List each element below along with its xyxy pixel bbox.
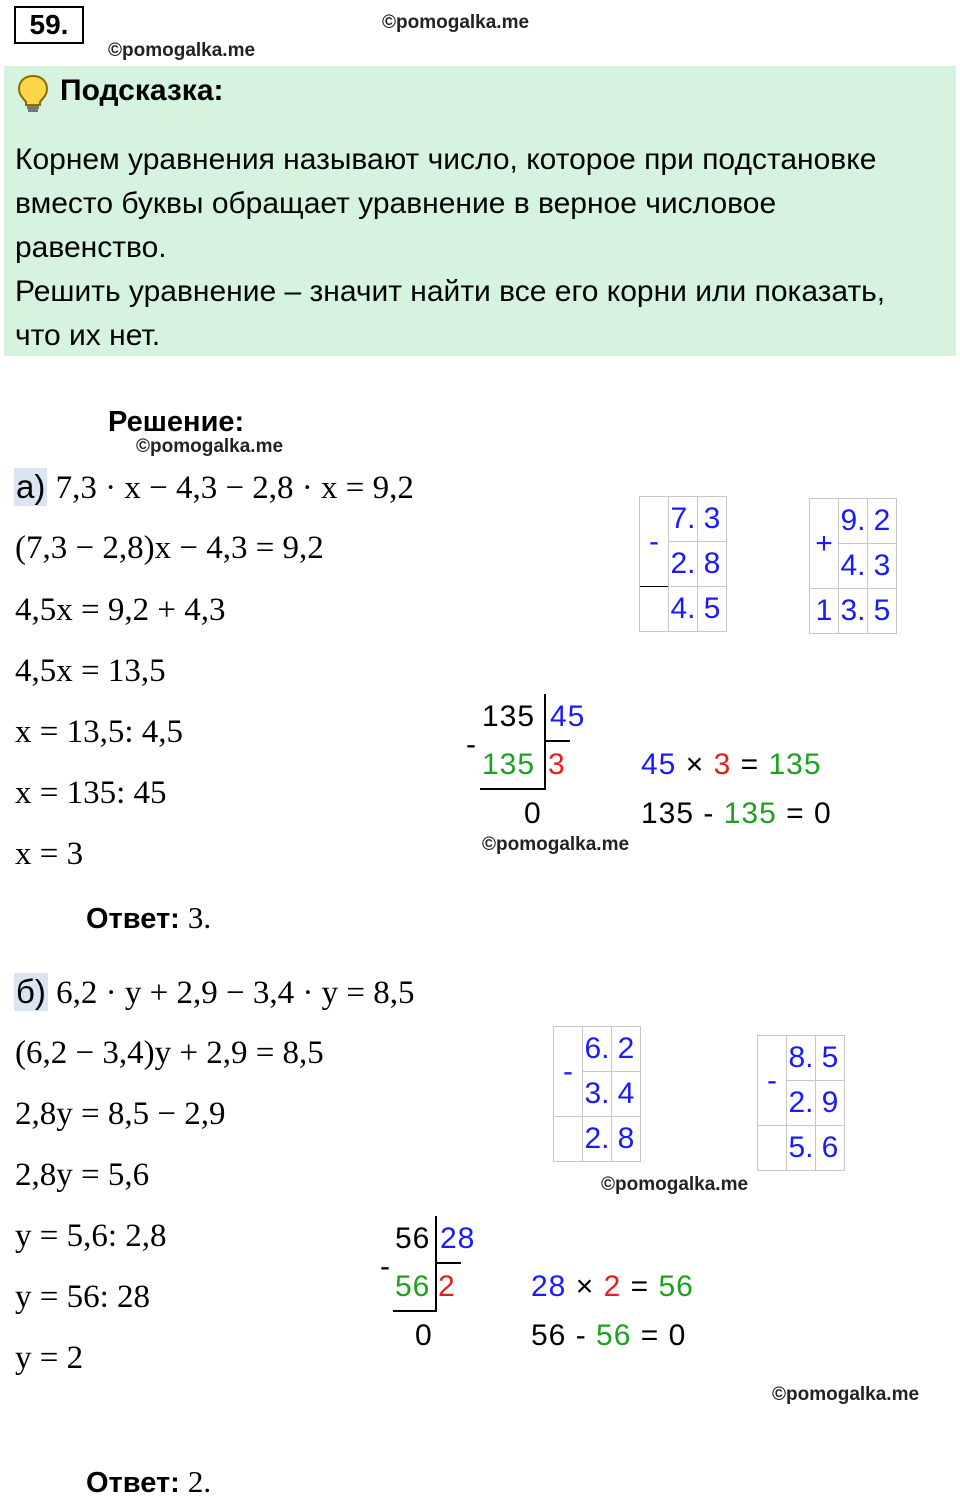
column-subtraction-a bbox=[639, 496, 727, 632]
column-addition-a bbox=[809, 498, 897, 634]
column-digit-cell: 8. bbox=[787, 1036, 816, 1081]
product-b: 56 bbox=[395, 1270, 431, 1303]
column-digit-cell bbox=[640, 587, 669, 632]
column-digit-cell: 1 bbox=[810, 589, 839, 634]
hint-title: Подсказка: bbox=[60, 74, 224, 107]
division-line-b bbox=[393, 1310, 437, 1312]
column-digit-cell: 2 bbox=[612, 1027, 641, 1072]
equation-b-text: 6,2 · y + 2,9 − 3,4 · y = 8,5 bbox=[56, 975, 415, 1011]
watermark: ©pomogalka.me bbox=[108, 40, 256, 61]
watermark: ©pomogalka.me bbox=[482, 834, 630, 855]
equation-a bbox=[14, 468, 414, 507]
step-a-3: 4,5x = 13,5 bbox=[15, 653, 166, 689]
column-digit-cell: 2. bbox=[787, 1081, 816, 1126]
remainder-b: 0 bbox=[415, 1319, 433, 1352]
remainder-a: 0 bbox=[524, 797, 542, 830]
step-b-5: y = 56: 28 bbox=[15, 1279, 151, 1315]
column-digit-cell: 2. bbox=[669, 542, 698, 587]
column-digit-cell: 5 bbox=[698, 587, 727, 632]
watermark: ©pomogalka.me bbox=[136, 436, 284, 457]
step-a-1: (7,3 − 2,8)x − 4,3 = 9,2 bbox=[15, 530, 324, 566]
column-digit-cell: - bbox=[758, 1036, 787, 1126]
column-digit-cell: 8 bbox=[612, 1117, 641, 1162]
column-digit-cell: 4 bbox=[612, 1072, 641, 1117]
watermark: ©pomogalka.me bbox=[601, 1174, 749, 1195]
answer-a: Ответ: 3. bbox=[86, 900, 212, 935]
lightbulb-icon bbox=[16, 74, 50, 119]
column-digit-cell: 5. bbox=[787, 1126, 816, 1171]
column-digit-cell: 3 bbox=[868, 544, 897, 589]
check-b-1: 28 × 2 = 56 bbox=[531, 1270, 694, 1303]
division-line-a bbox=[544, 694, 546, 790]
column-digit-cell: 5 bbox=[816, 1036, 845, 1081]
column-subtraction-b1 bbox=[553, 1026, 641, 1162]
column-digit-cell bbox=[554, 1117, 583, 1162]
step-b-1: (6,2 − 3,4)y + 2,9 = 8,5 bbox=[15, 1035, 324, 1071]
quotient-a: 3 bbox=[548, 748, 566, 781]
column-digit-cell: 3. bbox=[583, 1072, 612, 1117]
divisor-b: 28 bbox=[440, 1222, 476, 1255]
minus-a: - bbox=[466, 728, 477, 761]
step-a-5: x = 135: 45 bbox=[15, 775, 167, 811]
column-digit-cell: - bbox=[554, 1027, 583, 1117]
column-digit-cell: 9. bbox=[839, 499, 868, 544]
column-digit-cell: 3 bbox=[698, 497, 727, 542]
step-b-4: y = 5,6: 2,8 bbox=[15, 1218, 167, 1254]
equation-a-text: 7,3 · x − 4,3 − 2,8 · x = 9,2 bbox=[55, 470, 414, 506]
step-b-3: 2,8y = 5,6 bbox=[15, 1157, 150, 1193]
dividend-a: 135 bbox=[482, 700, 536, 733]
column-digit-cell: 8 bbox=[698, 542, 727, 587]
check-a-1: 45 × 3 = 135 bbox=[641, 748, 822, 781]
hint-text: Корнем уравнения называют число, которое при подстановке вместо буквы обращает уравнение в верное числовое равенство. Решить уравнение – значит найти все его корни или показать, что их нет. bbox=[15, 143, 886, 352]
column-digit-cell: 9 bbox=[816, 1081, 845, 1126]
column-digit-cell: 6. bbox=[583, 1027, 612, 1072]
task-number: 59. bbox=[14, 6, 84, 44]
column-digit-cell: - bbox=[640, 497, 669, 587]
divisor-a: 45 bbox=[550, 700, 586, 733]
division-line-b bbox=[435, 1216, 437, 1312]
column-digit-cell: 4. bbox=[839, 544, 868, 589]
watermark: ©pomogalka.me bbox=[772, 1384, 920, 1405]
check-b-2: 56 - 56 = 0 bbox=[531, 1319, 687, 1352]
column-digit-cell: 4. bbox=[669, 587, 698, 632]
equation-b bbox=[14, 973, 414, 1012]
product-a: 135 bbox=[482, 748, 536, 781]
column-digit-cell: 5 bbox=[868, 589, 897, 634]
division-line-b bbox=[435, 1262, 461, 1264]
solution-title: Решение: bbox=[108, 406, 245, 438]
division-line-a bbox=[544, 740, 570, 742]
column-digit-cell: + bbox=[810, 499, 839, 589]
step-a-4: x = 13,5: 4,5 bbox=[15, 714, 184, 750]
division-line-a bbox=[480, 788, 546, 790]
watermark: ©pomogalka.me bbox=[382, 12, 530, 33]
column-digit-cell: 7. bbox=[669, 497, 698, 542]
column-digit-cell bbox=[758, 1126, 787, 1171]
column-digit-cell: 3. bbox=[839, 589, 868, 634]
step-a-2: 4,5x = 9,2 + 4,3 bbox=[15, 592, 226, 628]
column-digit-cell: 6 bbox=[816, 1126, 845, 1171]
part-label-a: а) bbox=[16, 468, 46, 505]
part-label-b: б) bbox=[16, 973, 46, 1010]
quotient-b: 2 bbox=[438, 1270, 456, 1303]
step-b-2: 2,8y = 8,5 − 2,9 bbox=[15, 1096, 226, 1132]
minus-b: - bbox=[380, 1250, 391, 1283]
check-a-2: 135 - 135 = 0 bbox=[641, 797, 832, 830]
dividend-b: 56 bbox=[395, 1222, 431, 1255]
answer-b: Ответ: 2. bbox=[86, 1464, 212, 1499]
column-digit-cell: 2. bbox=[583, 1117, 612, 1162]
column-digit-cell: 2 bbox=[868, 499, 897, 544]
step-b-6: y = 2 bbox=[15, 1340, 84, 1376]
step-a-6: x = 3 bbox=[15, 836, 84, 872]
column-subtraction-b2 bbox=[757, 1035, 845, 1171]
